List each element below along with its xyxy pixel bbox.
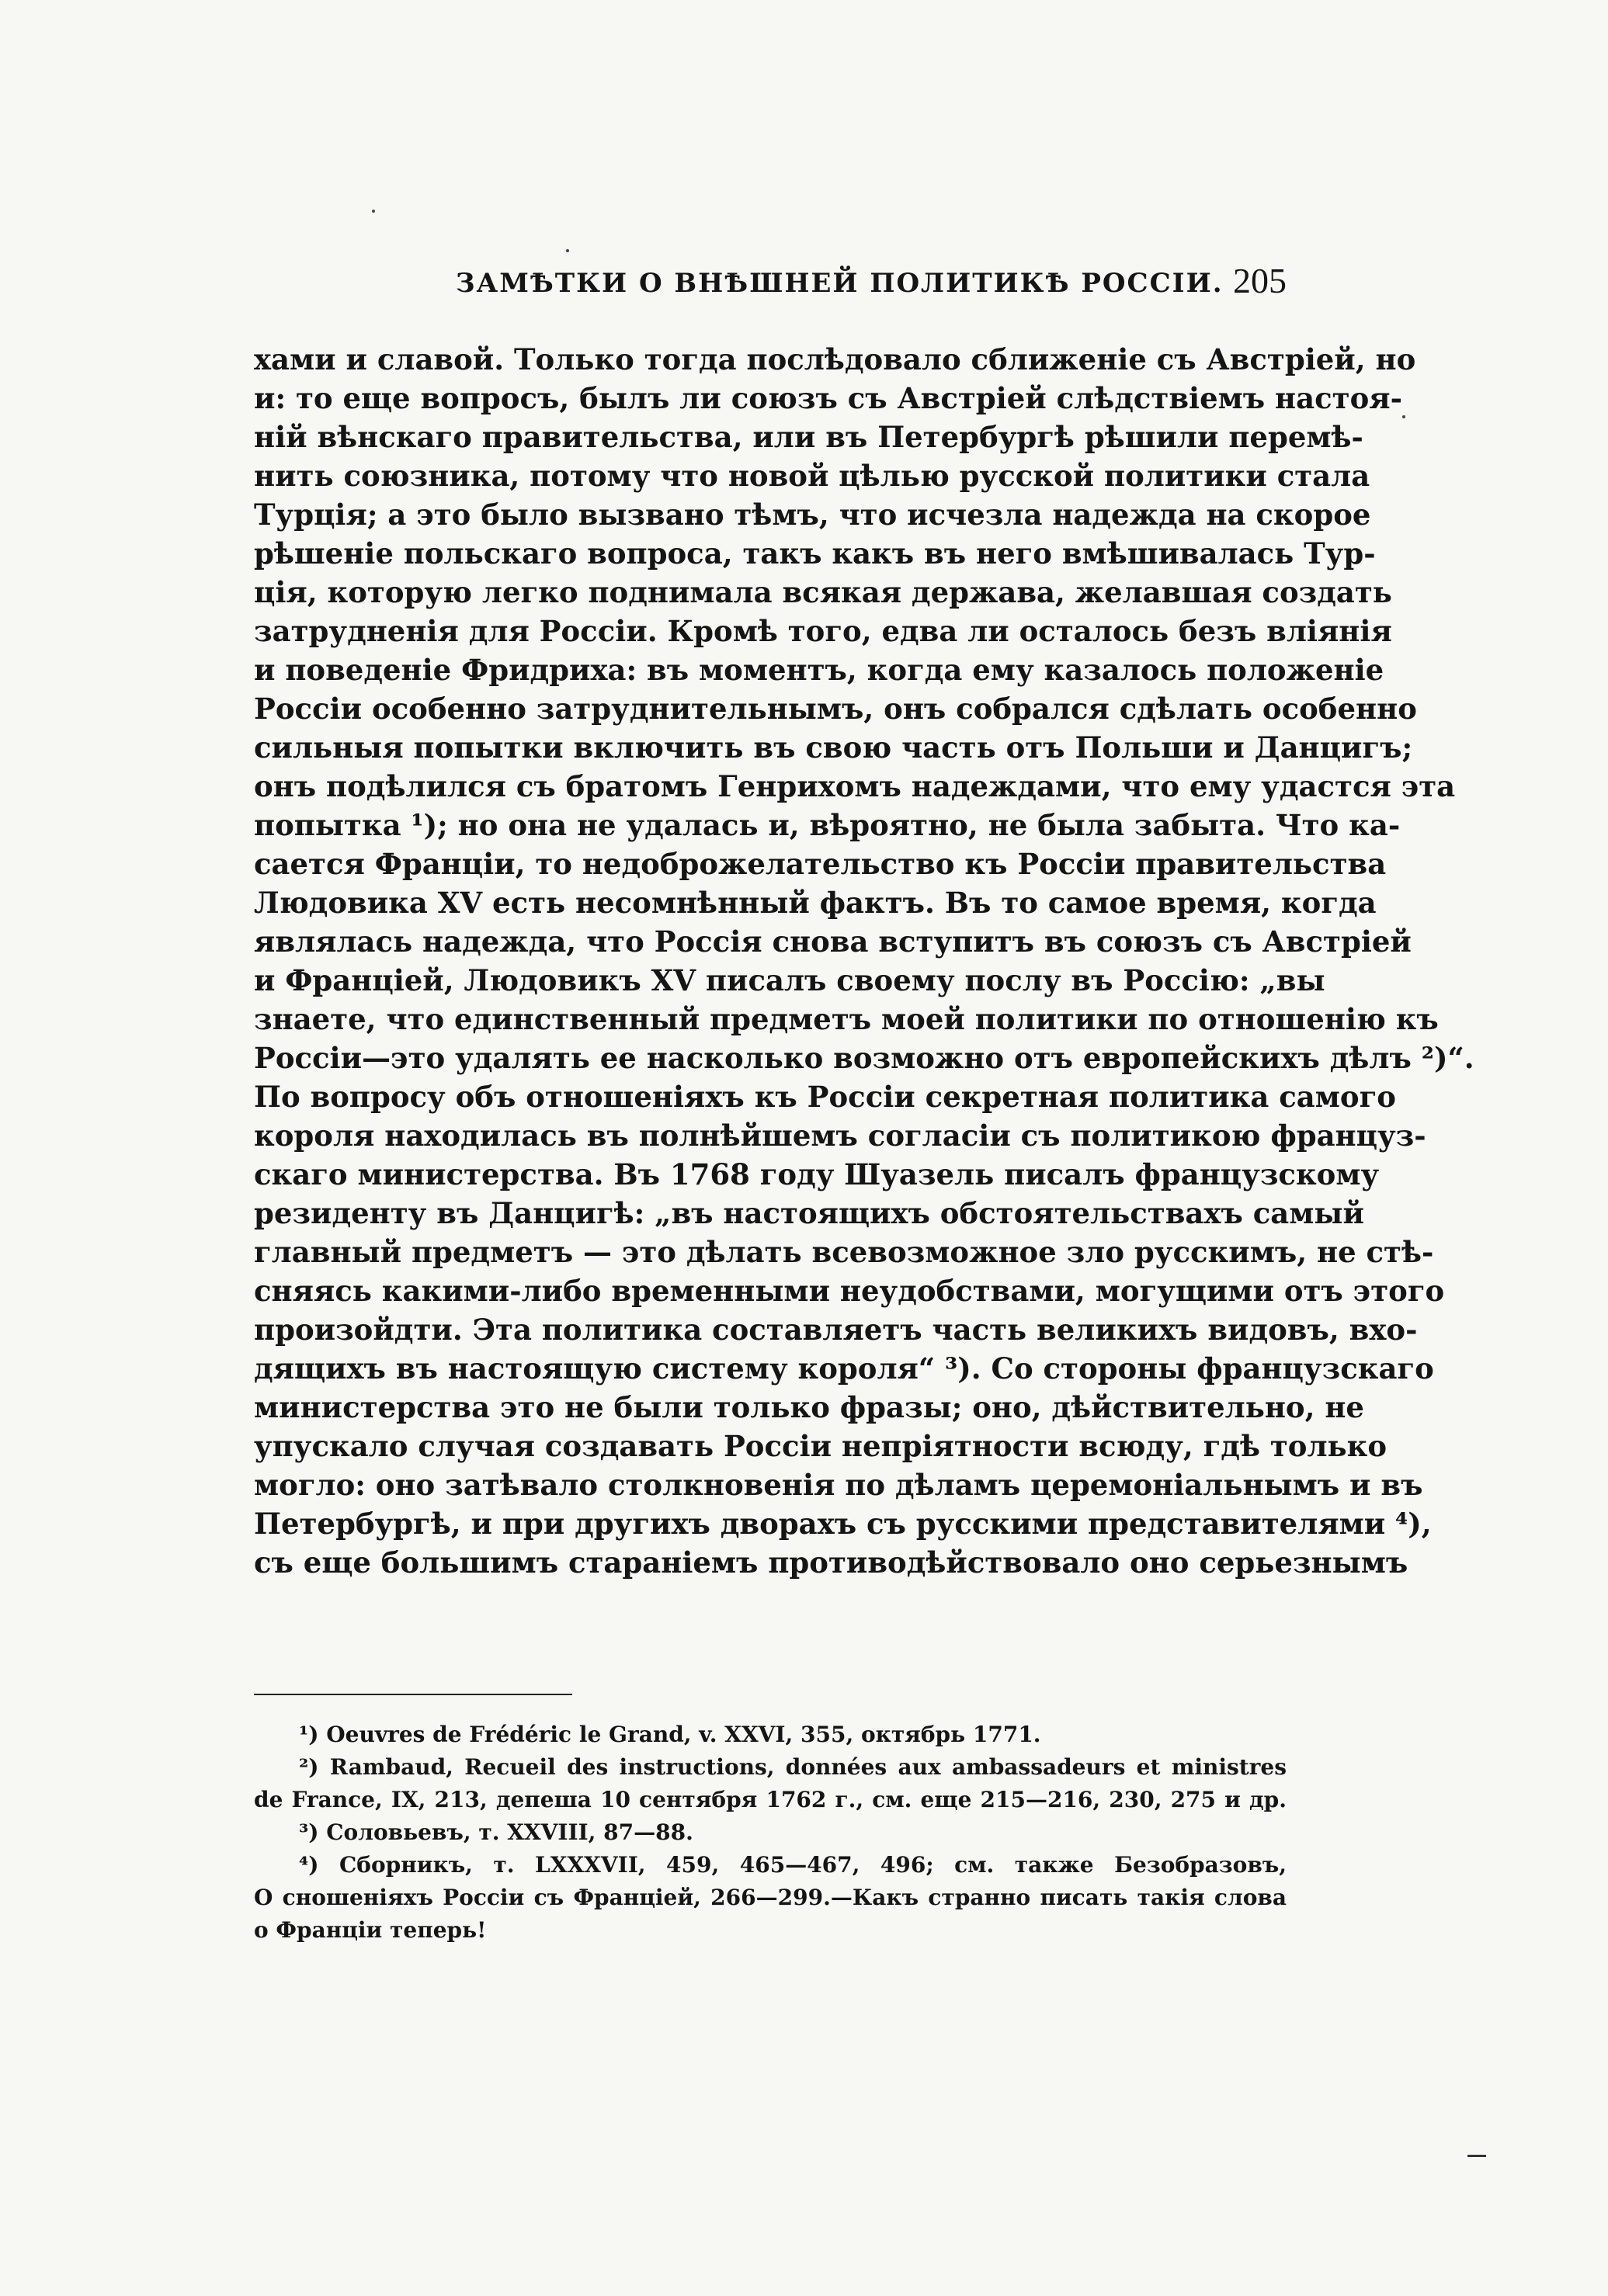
print-speck bbox=[1402, 415, 1405, 418]
text-line: упускало случая создавать Россіи непріятности всюду, гдѣ только bbox=[254, 1429, 1387, 1463]
footnote-3: ³) Соловьевъ, т. XXVIII, 87—88. bbox=[299, 1819, 693, 1845]
footnote-4-end: о Франціи теперь! bbox=[254, 1917, 487, 1943]
text-line: министерства это не были только фразы; оно, дѣйствительно, не bbox=[254, 1390, 1364, 1424]
text-line: сняясь какими-либо временными неудобствами, могущими отъ этого bbox=[254, 1274, 1445, 1308]
text-line: затрудненія для Россіи. Кромѣ того, едва ли осталось безъ вліянія bbox=[254, 614, 1392, 648]
text-line: ція, которую легко поднимала всякая держава, желавшая создать bbox=[254, 575, 1392, 609]
main-text bbox=[254, 340, 1474, 1582]
text-line: знаете, что единственный предметъ моей политики по отношенію къ bbox=[254, 1002, 1439, 1036]
text-line: короля находилась въ полнѣйшемъ согласіи съ политикою француз- bbox=[254, 1119, 1426, 1153]
footnote-2: ²) Rambaud, Recueil des instructions, données aux ambassadeurs et ministres bbox=[299, 1754, 1287, 1780]
text-line: По вопросу объ отношеніяхъ къ Россіи секретная политика самого bbox=[254, 1080, 1396, 1114]
text-line: Турція; а это было вызвано тѣмъ, что исчезла надежда на скорое bbox=[254, 498, 1371, 532]
text-line: главный предметъ — это дѣлать всевозможное зло русскимъ, не стѣ- bbox=[254, 1235, 1434, 1269]
text-line: Людовика XV есть несомнѣнный фактъ. Въ то самое время, когда bbox=[254, 886, 1377, 920]
text-line: хами и славой. Только тогда послѣдовало сближеніе съ Австріей, но bbox=[254, 342, 1416, 376]
page-number: 205 bbox=[1233, 261, 1287, 300]
text-line: и: то еще вопросъ, былъ ли союзъ съ Австріей слѣдствіемъ настоя- bbox=[254, 381, 1402, 415]
text-line: дящихъ въ настоящую систему короля“ ³). Со стороны французскаго bbox=[254, 1351, 1434, 1386]
text-line: и поведеніе Фридриха: въ моментъ, когда ему казалось положеніе bbox=[254, 653, 1384, 687]
print-speck bbox=[566, 249, 569, 252]
text-line: резиденту въ Данцигѣ: „въ настоящихъ обстоятельствахъ самый bbox=[254, 1196, 1364, 1230]
footnote-separator bbox=[254, 1694, 572, 1695]
footnote-2-cont: de France, IX, 213, депеша 10 сентября 1762 г., см. еще 215—216, 230, 275 и др. bbox=[254, 1787, 1287, 1812]
footnote-4-cont: О сношеніяхъ Россіи съ Франціей, 266—299.—Какъ странно писать такія слова bbox=[254, 1885, 1287, 1910]
text-line: могло: оно затѣвало столкновенія по дѣламъ церемоніальнымъ и въ bbox=[254, 1468, 1423, 1502]
text-line: Петербургѣ, и при другихъ дворахъ съ русскими представителями ⁴), bbox=[254, 1507, 1432, 1541]
print-speck bbox=[372, 210, 375, 213]
text-line: рѣшеніе польскаго вопроса, такъ какъ въ него вмѣшивалась Тур- bbox=[254, 536, 1376, 571]
footnote-1: ¹) Oeuvres de Frédéric le Grand, v. XXVI, 355, октябрь 1771. bbox=[299, 1722, 1041, 1747]
text-line: сается Франціи, то недоброжелательство къ Россіи правительства bbox=[254, 847, 1387, 881]
text-line: являлась надежда, что Россія снова вступитъ въ союзъ съ Австріей bbox=[254, 924, 1412, 959]
footnotes bbox=[254, 1719, 1287, 1947]
text-line: Россіи особенно затруднительнымъ, онъ собрался сдѣлать особенно bbox=[254, 692, 1417, 726]
text-line: скаго министерства. Въ 1768 году Шуазель писалъ французскому bbox=[254, 1157, 1380, 1191]
text-line: ній вѣнскаго правительства, или въ Петербургѣ рѣшили перемѣ- bbox=[254, 420, 1363, 454]
text-line: нить союзника, потому что новой цѣлью русской политики стала bbox=[254, 459, 1370, 493]
text-line: и Франціей, Людовикъ XV писалъ своему послу въ Россію: „вы bbox=[254, 963, 1325, 997]
text-line: произойдти. Эта политика составляетъ часть великихъ видовъ, вхо- bbox=[254, 1313, 1418, 1347]
footnote-4: ⁴) Сборникъ, т. LXXXVII, 459, 465—467, 496; см. также Безобразовъ, bbox=[299, 1852, 1287, 1878]
text-line: онъ подѣлился съ братомъ Генрихомъ надеждами, что ему удастся эта bbox=[254, 769, 1456, 803]
margin-mark bbox=[1467, 2155, 1486, 2157]
running-title: ЗАМѢТКИ О ВНѢШНЕЙ ПОЛИТИКѢ РОССІИ. bbox=[456, 268, 1224, 299]
text-line: попытка ¹); но она не удалась и, вѣроятно, не была забыта. Что ка- bbox=[254, 808, 1401, 842]
page-header bbox=[254, 260, 1287, 307]
text-line: съ еще большимъ стараніемъ противодѣйствовало оно серьезнымъ bbox=[254, 1545, 1408, 1580]
text-line: Россіи—это удалять ее насколько возможно отъ европейскихъ дѣлъ ²)“. bbox=[254, 1041, 1474, 1075]
text-line: сильныя попытки включить въ свою часть отъ Польши и Данцигъ; bbox=[254, 730, 1413, 765]
